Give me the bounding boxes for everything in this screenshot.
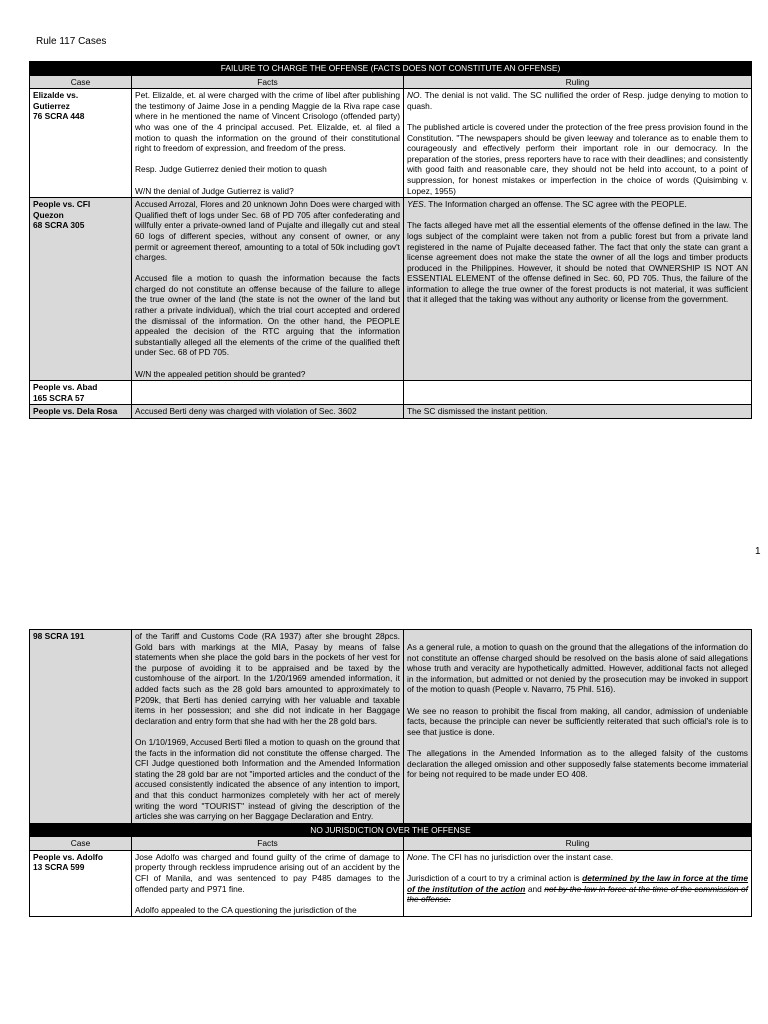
ruling-cell: NO. The denial is not valid. The SC nullified the order of Resp. judge denying to motion to quash. The published article is covered under the protection of the free press provision found in the Constitution. "The newspapers should be given leeway and tolerance as to enable them to courageously and effectively perform their important role in our democracy. In the preparation of the stories, press reporters have to race with their deadlines; and consistently with good faith and reasonable care, they should not be held into account, to a point of suppression, for honest mistakes or imperfection in the choice of words (Quisimbing v. Lopez, 1955) [404, 89, 752, 198]
column-header-facts: Facts [132, 837, 404, 851]
table-row-dela-rosa-continued [30, 630, 752, 824]
ruling-cell: None. The CFI has no jurisdiction over the instant case. Jurisdiction of a court to try a criminal action is determined by the law in force at the time of the institution of the action and not by the law in force at the time of the commission of the offense. [404, 850, 752, 917]
ruling-cell [404, 381, 752, 405]
table-row-elizalde [30, 89, 752, 198]
table-row-adolfo [30, 850, 752, 917]
facts-cell: Pet. Elizalde, et. al were charged with the crime of libel after publishing the testimony of Jaime Jose in a pending Maggie de la Riva rape case where in he mentioned the name of Vincent Crisologo (offended party) who was one of the 4 principal accused. Pet. Elizalde, et. al filed a motion to quash the information on the ground of their constitutional right to freedom of expression, and freedom of the press. Resp. Judge Gutierrez denied their motion to quash W/N the denial of Judge Gutierrez is valid? [132, 89, 404, 198]
facts-cell: Jose Adolfo was charged and found guilty of the crime of damage to property through reckless imprudence arising out of an accident by the CFI of Manila, and was sentenced to pay P485 damages to the offended party and P971 fine. Adolfo appealed to the CA questioning the jurisdiction of the [132, 850, 404, 917]
section-header-no-jurisdiction: NO JURISDICTION OVER THE OFFENSE [30, 823, 752, 837]
case-cell: People vs. Dela Rosa [30, 405, 132, 419]
ruling-cell: YES. The Information charged an offense. The SC agree with the PEOPLE. The facts alleged have met all the essential elements of the offense defined in the law. The logs subject of the complaint were taken not from a public forest but from a private land registered in the name of Pujalte deceased father. The fact that only the state can grant a license agreement does not make the state the owner of all the logs and timber products produced in the Philippines. However, it should be noted that OWNERSHIP IS NOT AN ESSENTIAL ELEMENT of the offense defined in Sec. 60, PD 705. Thus, the failure of the information to allege the true owner of the forest products is not material, it was sufficient that it alleged that the taking was without any authority or license from the government. [404, 198, 752, 381]
column-header-case: Case [30, 837, 132, 851]
cases-table-page1 [29, 61, 752, 419]
section-header-failure-to-charge: FAILURE TO CHARGE THE OFFENSE (FACTS DOES NOT CONSTITUTE AN OFFENSE) [30, 62, 752, 76]
cases-table-page2 [29, 629, 752, 917]
case-cell: People vs. Abad 165 SCRA 57 [30, 381, 132, 405]
table-row-dela-rosa [30, 405, 752, 419]
column-header-case: Case [30, 75, 132, 89]
table-row-cfi-quezon [30, 198, 752, 381]
table-row-abad [30, 381, 752, 405]
page-number: 1 [755, 546, 761, 557]
case-cell: 98 SCRA 191 [30, 630, 132, 824]
page-title: Rule 117 Cases [36, 36, 107, 47]
facts-cell [132, 381, 404, 405]
case-cell: People vs. Adolfo 13 SCRA 599 [30, 850, 132, 917]
column-header-facts: Facts [132, 75, 404, 89]
column-header-ruling: Ruling [404, 837, 752, 851]
facts-cell: Accused Arrozal, Flores and 20 unknown John Does were charged with Qualified theft of logs under Sec. 68 of PD 705 after confederating and willfully enter a private-owned land of Pujalte and illegally cut and steal 60 logs of different species, without any consent of owner, or any permit or agreement thereof, amounting to a total of 50k including gov't charges. Accused file a motion to quash the information because the facts charged do not constitute an offense because of the failure to allege the true owner of the land (the state is not the owner of the land but rather a private individual), which the trial court accepted and ordered the dismissal of the information. On the other hand, the PEOPLE appealed the decision of the RTC arguing that the information substantially alleged all the elements of the crime of the qualified theft under Sec. 68 of PD 705. W/N the appealed petition should be granted? [132, 198, 404, 381]
ruling-cell: The SC dismissed the instant petition. [404, 405, 752, 419]
facts-cell: Accused Berti deny was charged with violation of Sec. 3602 [132, 405, 404, 419]
column-header-ruling: Ruling [404, 75, 752, 89]
case-cell: People vs. CFI Quezon 68 SCRA 305 [30, 198, 132, 381]
case-cell: Elizalde vs. Gutierrez 76 SCRA 448 [30, 89, 132, 198]
facts-cell: of the Tariff and Customs Code (RA 1937) after she brought 28pcs. Gold bars with markings at the MIA, Pasay by means of false statements when she place the gold bars in the pockets of her vest for the purpose of avoiding it to be appraised and be taxed by the customhouse of the airport. In the 1/20/1969 amended information, it added facts such as the 28 gold bars amounted to approximately to P209k, that Berti has denied carrying with her valuable and taxable items in her possession; and she did not indicate in her Baggage declaration and entry form that she had with her the 28 gold bars. On 1/10/1969, Accused Berti filed a motion to quash on the ground that the facts in the information did not constitute the offense charged. The CFI Judge questioned both Information and the Amended Information stating the 28 gold bar are not "imported articles and the conduct of the accused consistently indicated the absence of any intention to import, and that this conduct harmonizes completely with her act of merely writing the word "TOURIST" instead of giving the description of the articles she was carrying on her Baggage Declaration and Entry. [132, 630, 404, 824]
ruling-cell: As a general rule, a motion to quash on the ground that the allegations of the information do not constitute an offense charged should be resolved on the basis alone of said allegations whose truth and veracity are hypothetically admitted. However, additional facts not alleged in the information, but admitted or not denied by the prosecution may be invoked in support of the motion to quash (People v. Navarro, 75 Phil. 516). We see no reason to prohibit the fiscal from making, all candor, admission of undeniable facts, because the principle can never be sufficiently reiterated that such official's role is to see that justice is done. The allegations in the Amended Information as to the alleged falsity of the customs declaration the alleged omission and other supposedly false statements become immaterial for being not required to be made under EO 408. [404, 630, 752, 824]
